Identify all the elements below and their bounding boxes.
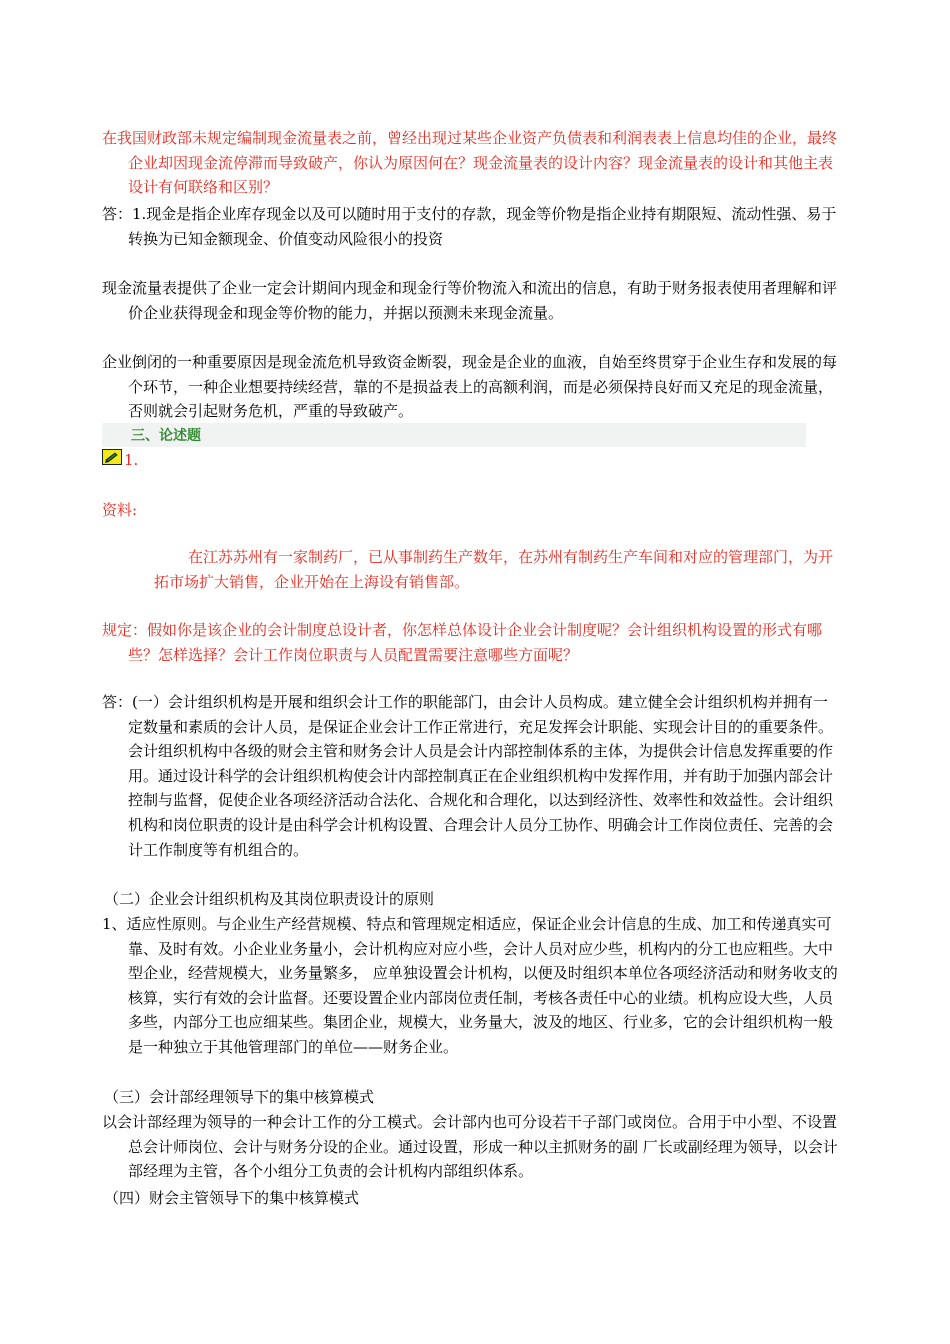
material-label: 资料: [102, 501, 138, 519]
paragraph-cash-flow-statement: 现金流量表提供了企业一定会计期间内现金和现金行等价物流入和流出的信息，有助于财务报表使用者理解和评价企业获得现金和现金等价物的能力，并据以预测未来现金流量。 [102, 279, 838, 322]
requirement: 规定：假如你是该企业的会计制度总设计者，你怎样总体设计企业会计制度呢？会计组织机构设置的形式有哪些？怎样选择？会计工作岗位职责与人员配置需要注意哪些方面呢？ [102, 621, 823, 664]
question-1: 在我国财政部未规定编制现金流量表之前，曾经出现过某些企业资产负债表和利润表表上信息均佳的企业，最终企业却因现金流停滞而导致破产，你认为原因何在？现金流量表的设计内容？现金流量表的设计和其他主表设计有何联络和区别？ [102, 129, 838, 197]
material-text: 在江苏苏州有一家制药厂，已从事制药生产数年，在苏州有制药生产车间和对应的管理部门，为开拓市场扩大销售，企业开始在上海设有销售部。 [154, 548, 834, 591]
item-number: 1. [124, 451, 139, 469]
answer-section-1: 答：(一）会计组织机构是开展和组织会计工作的职能部门，由会计人员构成。建立健全会计组织机构并拥有一定数量和素质的会计人员，是保证企业会计工作正常进行，充足发挥会计职能、实现会计目的的重要条件。会计组织机构中各级的财会主管和财务会计人员是会计内部控制体系的主体，为提供会计信息发挥重要的作用。通过设计科学的会计组织机构使会计内部控制真正在企业组织机构中发挥作用，并有助于加强内部会计控制与监督，促使企业各项经济活动合法化、合规化和合理化，以达到经济性、效率性和效益性。会计组织机构和岗位职责的设计是由科学会计机构设置、合理会计人员分工协作、明确会计工作岗位责任、完善的会计工作制度等有机组合的。 [102, 693, 834, 859]
heading-principles: （二）企业会计组织机构及其岗位职责设计的原则 [104, 890, 435, 908]
section-title: 三、论述题 [131, 428, 201, 444]
pencil-icon [102, 449, 122, 465]
paragraph-accounting-manager: 以会计部经理为领导的一种会计工作的分工模式。会计部内也可分设若干子部门或岗位。合用于中小型、不设置总会计师岗位、会计与财务分设的企业。通过设置，形成一种以主抓财务的副 厂长或副经理为领导，以会计部经理为主管，各个小组分工负责的会计机构内部组织体系。 [102, 1113, 838, 1181]
section-bar [102, 423, 806, 447]
heading-finance-supervisor: （四）财会主管领导下的集中核算模式 [104, 1189, 360, 1207]
answer-1: 答：1.现金是指企业库存现金以及可以随时用于支付的存款，现金等价物是指企业持有期限短、流动性强、易于转换为已知金额现金、价值变动风险很小的投资 [102, 205, 837, 248]
paragraph-bankruptcy-reason: 企业倒闭的一种重要原因是现金流危机导致资金断裂，现金是企业的血液，自始至终贯穿于企业生存和发展的每个环节，一种企业想要持续经营，靠的不是损益表上的高额利润，而是必须保持良好而又充足的现金流量，否则就会引起财务危机，严重的导致破产。 [102, 353, 838, 421]
principle-adaptability: 1、适应性原则。与企业生产经营规模、特点和管理规定相适应，保证企业会计信息的生成、加工和传递真实可靠、及时有效。小企业业务量小，会计机构应对应小些，会计人员对应少些，机构内的分工也应粗些。大中型企业，经营规模大，业务量繁多， 应单独设置会计机构，以便及时组织本单位各项经济活动和财务收支的核算，实行有效的会计监督。还要设置企业内部岗位责任制，考核各责任中心的业绩。机构应设大些，人员多些，内部分工也应细某些。集团企业，规模大，业务量大，波及的地区、行业多，它的会计组织机构一般是一种独立于其他管理部门的单位——财务企业。 [102, 915, 838, 1056]
heading-centralized-accounting: （三）会计部经理领导下的集中核算模式 [104, 1088, 375, 1106]
